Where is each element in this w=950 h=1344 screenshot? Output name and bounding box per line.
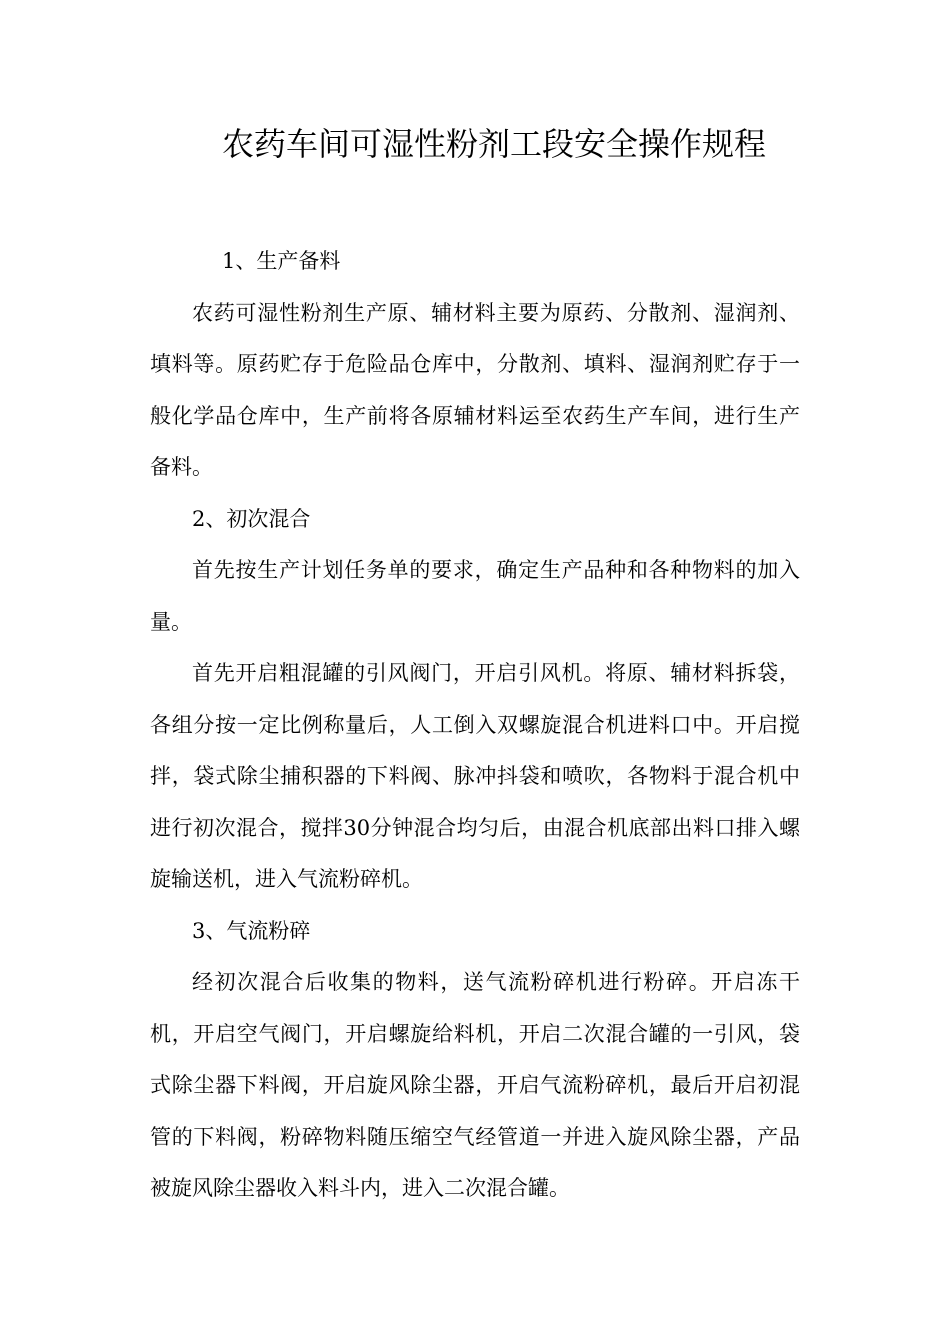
section-heading-3: 3、气流粉碎 — [192, 918, 311, 943]
document-body — [150, 236, 800, 1215]
section-3-paragraph-1: 经初次混合后收集的物料，送气流粉碎机进行粉碎。开启冻干机，开启空气阀门，开启螺旋给料机，开启二次混合罐的一引风，袋式除尘器下料阀，开启旋风除尘器，开启气流粉碎机，最后开启初混管的下料阀，粉碎物料随压缩空气经管道一并进入旋风除尘器，产品被旋风除尘器收入料斗内，进入二次混合罐。 — [150, 970, 800, 1200]
section-2-paragraph-2: 首先开启粗混罐的引风阀门，开启引风机。将原、辅材料拆袋，各组分按一定比例称量后，人工倒入双螺旋混合机进料口中。开启搅拌，袋式除尘捕积器的下料阀、脉冲抖袋和喷吹，各物料于混合机中进行初次混合，搅拌30分钟混合均匀后，由混合机底部出料口排入螺旋输送机，进入气流粉碎机。 — [150, 661, 800, 891]
section-1-paragraph-1: 农药可湿性粉剂生产原、辅材料主要为原药、分散剂、湿润剂、填料等。原药贮存于危险品仓库中，分散剂、填料、湿润剂贮存于一般化学品仓库中，生产前将各原辅材料运至农药生产车间，进行生产备料。 — [150, 300, 800, 479]
section-2-paragraph-1: 首先按生产计划任务单的要求，确定生产品种和各种物料的加入量。 — [150, 558, 800, 634]
document-title: 农药车间可湿性粉剂工段安全操作规程 — [222, 125, 767, 163]
section-heading-2: 2、初次混合 — [192, 506, 311, 531]
section-heading-1: 1、生产备料 — [222, 249, 341, 273]
